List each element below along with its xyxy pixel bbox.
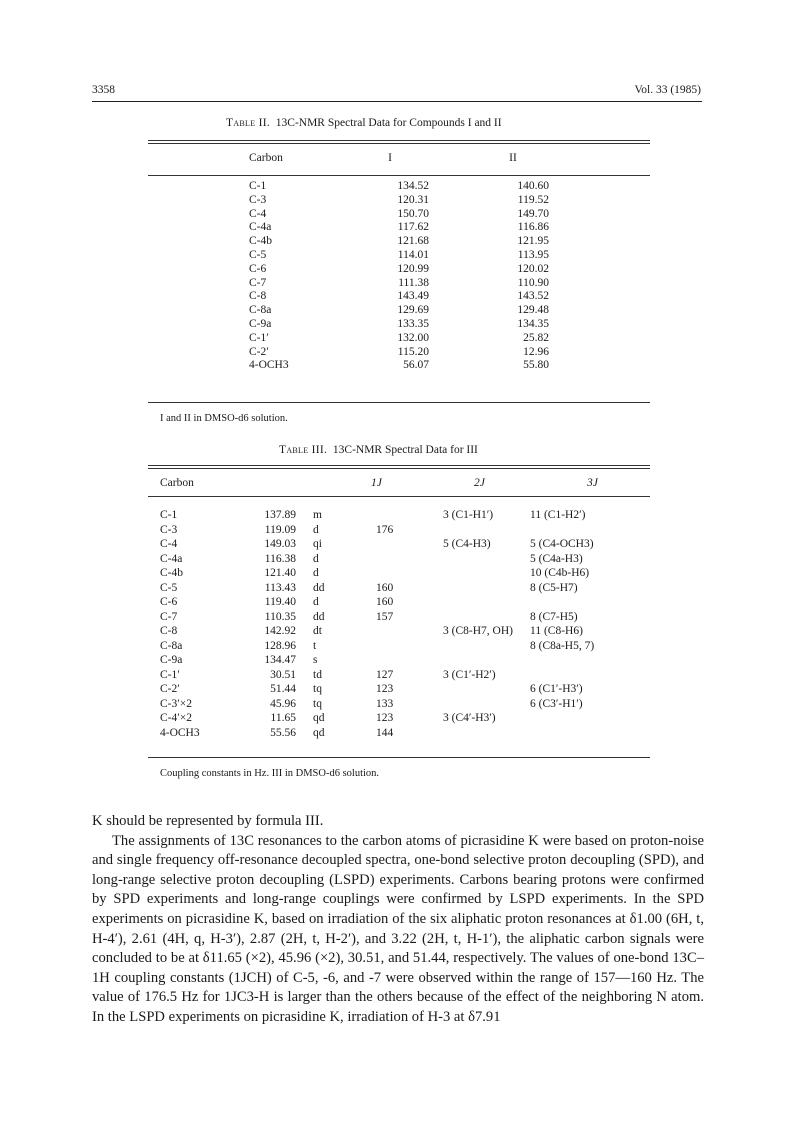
compound-ii-cell: 129.48 bbox=[517, 304, 549, 317]
table2-header-rule bbox=[148, 175, 650, 176]
table2-row bbox=[249, 180, 549, 194]
table2-row bbox=[249, 277, 549, 291]
multiplicity-cell: d bbox=[313, 596, 319, 608]
multiplicity-cell: qd bbox=[313, 726, 325, 739]
multiplicity-cell: dd bbox=[313, 581, 325, 594]
table3-bottom-rule bbox=[148, 757, 650, 758]
multiplicity-cell: m bbox=[313, 509, 322, 521]
compound-i-cell: 129.69 bbox=[397, 304, 429, 317]
table2-bottom-rule bbox=[148, 402, 650, 403]
table3-row bbox=[160, 653, 640, 668]
carbon-cell: 4-OCH3 bbox=[249, 359, 289, 372]
table2-caption-text: 13C-NMR Spectral Data for Compounds I and II bbox=[275, 117, 502, 129]
table2-row bbox=[249, 235, 549, 249]
2j-cell: 3 (C8-H7, OH) bbox=[443, 625, 513, 637]
table2-caption bbox=[226, 117, 502, 129]
shift-cell: 142.92 bbox=[264, 625, 296, 637]
carbon-cell: C-3 bbox=[160, 523, 178, 536]
table3-row bbox=[160, 711, 640, 726]
2j-cell: 3 (C1-H1′) bbox=[443, 509, 494, 521]
shift-cell: 45.96 bbox=[270, 697, 296, 710]
compound-i-cell: 114.01 bbox=[397, 248, 429, 261]
table2-row bbox=[249, 332, 549, 346]
compound-i-cell: 120.31 bbox=[397, 193, 429, 206]
3j-cell: 5 (C4a-H3) bbox=[530, 552, 583, 565]
table3-row bbox=[160, 552, 640, 567]
shift-cell: 51.44 bbox=[270, 683, 296, 695]
carbon-cell: C-8 bbox=[249, 290, 267, 303]
volume-label: Vol. 33 (1985) bbox=[634, 84, 701, 96]
table3-row bbox=[160, 537, 640, 552]
table2-row bbox=[249, 290, 549, 304]
table2-row bbox=[249, 359, 549, 373]
multiplicity-cell: s bbox=[313, 654, 318, 666]
table3-row bbox=[160, 523, 640, 538]
shift-cell: 149.03 bbox=[264, 538, 296, 550]
table2-row bbox=[249, 263, 549, 277]
table2-header-I: I bbox=[388, 152, 392, 164]
multiplicity-cell: tq bbox=[313, 683, 322, 695]
carbon-cell: C-1 bbox=[160, 509, 178, 521]
compound-ii-cell: 113.95 bbox=[517, 248, 549, 261]
carbon-cell: C-7 bbox=[160, 610, 178, 623]
3j-cell: 6 (C1′-H3′) bbox=[530, 683, 583, 695]
body-first-line: K should be represented by formula III. bbox=[92, 813, 324, 829]
1j-cell: 157 bbox=[376, 610, 394, 623]
1j-cell: 144 bbox=[376, 726, 394, 739]
3j-cell: 6 (C3′-H1′) bbox=[530, 697, 583, 710]
shift-cell: 116.38 bbox=[264, 552, 296, 565]
compound-i-cell: 132.00 bbox=[397, 331, 429, 344]
table3-top-rule-2 bbox=[148, 468, 650, 469]
1j-cell: 133 bbox=[376, 697, 394, 710]
carbon-cell: C-6 bbox=[160, 596, 178, 608]
carbon-cell: C-8 bbox=[160, 625, 178, 637]
1j-cell: 160 bbox=[376, 581, 394, 594]
3j-cell: 10 (C4b-H6) bbox=[530, 567, 590, 579]
table2-row bbox=[249, 194, 549, 208]
table3-row bbox=[160, 581, 640, 596]
compound-ii-cell: 121.95 bbox=[517, 235, 549, 248]
table3-body bbox=[160, 508, 640, 740]
multiplicity-cell: t bbox=[313, 639, 317, 652]
multiplicity-cell: dd bbox=[313, 610, 325, 623]
table2-row bbox=[249, 249, 549, 263]
compound-ii-cell: 12.96 bbox=[523, 345, 549, 358]
carbon-cell: C-9a bbox=[160, 654, 183, 666]
table3-row bbox=[160, 566, 640, 581]
table2-top-rule bbox=[148, 140, 650, 141]
table3-row bbox=[160, 610, 640, 625]
table3-caption bbox=[279, 444, 478, 456]
shift-cell: 30.51 bbox=[270, 668, 296, 681]
table2-row bbox=[249, 346, 549, 360]
table3-header-1j: 1J bbox=[371, 477, 382, 489]
compound-ii-cell: 140.60 bbox=[517, 180, 549, 192]
compound-i-cell: 117.62 bbox=[397, 221, 429, 234]
body-paragraph: The assignments of 13C resonances to the carbon atoms of picrasidine K were based on proton-noise and single frequency off-resonance decoupled spectra, one-bond selective proton decoupling (SPD), and long-range selective proton decoupling (LSPD) experiments. Carbons bearing protons were confirmed by SPD experiments and long-range couplings were confirmed by LSPD experiments. In the SPD experiments on picrasidine K, based on irradiation of the six aliphatic proton resonances at δ1.00 (6H, t, H-4′), 2.61 (4H, q, H-3′), 2.87 (2H, t, H-2′), and 3.22 (2H, t, H-1′), the aliphatic carbon signals were concluded to be at δ11.65 (×2), 45.96 (×2), 30.51, and 51.44, respectively. The values of one-bond 13C–1H coupling constants (1JCH) of C-5, -6, and -7 were observed within the range of 157—160 Hz. The value of 176.5 Hz for 1JC3-H is larger than the others because of the effect of the neighboring N atom. In the LSPD experiments on picrasidine K, irradiation of H-3 at δ7.91 bbox=[92, 832, 704, 1025]
shift-cell: 128.96 bbox=[264, 639, 296, 652]
compound-ii-cell: 149.70 bbox=[517, 207, 549, 220]
table3-row bbox=[160, 697, 640, 712]
1j-cell: 123 bbox=[376, 683, 394, 695]
table2-label: Table II. bbox=[226, 117, 271, 129]
compound-i-cell: 133.35 bbox=[397, 317, 429, 330]
table2-header-II: II bbox=[509, 152, 517, 164]
compound-ii-cell: 55.80 bbox=[523, 359, 549, 372]
table3-header-3j: 3J bbox=[587, 477, 598, 489]
carbon-cell: C-7 bbox=[249, 276, 267, 289]
1j-cell: 176 bbox=[376, 523, 394, 536]
carbon-cell: C-1′ bbox=[160, 668, 180, 681]
carbon-cell: C-2′ bbox=[249, 345, 269, 358]
carbon-cell: C-4 bbox=[249, 207, 267, 220]
multiplicity-cell: tq bbox=[313, 697, 322, 710]
carbon-cell: C-3 bbox=[249, 193, 267, 206]
header-rule bbox=[92, 101, 702, 102]
table2-body bbox=[249, 180, 549, 373]
carbon-cell: C-1′ bbox=[249, 331, 269, 344]
compound-ii-cell: 116.86 bbox=[517, 221, 549, 234]
table2-note: I and II in DMSO-d6 solution. bbox=[160, 413, 288, 424]
shift-cell: 121.40 bbox=[264, 567, 296, 579]
compound-ii-cell: 119.52 bbox=[517, 193, 549, 206]
body-text bbox=[92, 812, 704, 1028]
table3-row bbox=[160, 682, 640, 697]
table3-header-carbon: Carbon bbox=[160, 477, 194, 489]
table3-row bbox=[160, 595, 640, 610]
carbon-cell: C-9a bbox=[249, 317, 272, 330]
carbon-cell: 4-OCH3 bbox=[160, 726, 200, 739]
table3-row bbox=[160, 624, 640, 639]
compound-ii-cell: 143.52 bbox=[517, 290, 549, 303]
carbon-cell: C-4 bbox=[160, 538, 178, 550]
1j-cell: 123 bbox=[376, 712, 394, 724]
shift-cell: 119.09 bbox=[264, 523, 296, 536]
carbon-cell: C-4a bbox=[249, 221, 272, 234]
table2-row bbox=[249, 221, 549, 235]
compound-i-cell: 134.52 bbox=[397, 180, 429, 192]
compound-i-cell: 115.20 bbox=[397, 345, 429, 358]
compound-ii-cell: 120.02 bbox=[517, 262, 549, 275]
carbon-cell: C-5 bbox=[160, 581, 178, 594]
table3-row bbox=[160, 508, 640, 523]
compound-i-cell: 56.07 bbox=[403, 359, 429, 372]
3j-cell: 8 (C8a-H5, 7) bbox=[530, 639, 595, 652]
compound-ii-cell: 25.82 bbox=[523, 331, 549, 344]
1j-cell: 127 bbox=[376, 668, 394, 681]
table3-header-rule bbox=[148, 496, 650, 497]
compound-i-cell: 120.99 bbox=[397, 262, 429, 275]
table2-row bbox=[249, 208, 549, 222]
carbon-cell: C-2′ bbox=[160, 683, 180, 695]
3j-cell: 8 (C7-H5) bbox=[530, 610, 578, 623]
carbon-cell: C-4a bbox=[160, 552, 183, 565]
shift-cell: 113.43 bbox=[264, 581, 296, 594]
3j-cell: 11 (C8-H6) bbox=[530, 625, 583, 637]
multiplicity-cell: dt bbox=[313, 625, 322, 637]
shift-cell: 110.35 bbox=[264, 610, 296, 623]
compound-ii-cell: 110.90 bbox=[517, 276, 549, 289]
table2-header-carbon: Carbon bbox=[249, 152, 283, 164]
carbon-cell: C-8a bbox=[160, 639, 183, 652]
multiplicity-cell: qi bbox=[313, 538, 322, 550]
carbon-cell: C-6 bbox=[249, 262, 267, 275]
table3-header-2j: 2J bbox=[474, 477, 485, 489]
carbon-cell: C-3′×2 bbox=[160, 697, 193, 710]
3j-cell: 11 (C1-H2′) bbox=[530, 509, 586, 521]
carbon-cell: C-5 bbox=[249, 248, 267, 261]
2j-cell: 5 (C4-H3) bbox=[443, 538, 491, 550]
table3-row bbox=[160, 726, 640, 741]
table3-top-rule bbox=[148, 465, 650, 466]
1j-cell: 160 bbox=[376, 596, 394, 608]
compound-i-cell: 111.38 bbox=[398, 276, 429, 289]
page-number: 3358 bbox=[92, 84, 115, 96]
multiplicity-cell: d bbox=[313, 523, 319, 536]
3j-cell: 8 (C5-H7) bbox=[530, 581, 578, 594]
carbon-cell: C-8a bbox=[249, 304, 272, 317]
3j-cell: 5 (C4-OCH3) bbox=[530, 538, 594, 550]
table2-row bbox=[249, 318, 549, 332]
shift-cell: 55.56 bbox=[270, 726, 296, 739]
multiplicity-cell: td bbox=[313, 668, 322, 681]
table3-row bbox=[160, 639, 640, 654]
multiplicity-cell: qd bbox=[313, 712, 325, 724]
carbon-cell: C-1 bbox=[249, 180, 267, 192]
carbon-cell: C-4b bbox=[249, 235, 272, 248]
shift-cell: 137.89 bbox=[264, 509, 296, 521]
compound-i-cell: 150.70 bbox=[397, 207, 429, 220]
shift-cell: 11.65 bbox=[270, 712, 296, 724]
table3-note: Coupling constants in Hz. III in DMSO-d6 solution. bbox=[160, 768, 380, 779]
multiplicity-cell: d bbox=[313, 552, 319, 565]
carbon-cell: C-4b bbox=[160, 567, 183, 579]
2j-cell: 3 (C4′-H3′) bbox=[443, 712, 496, 724]
2j-cell: 3 (C1′-H2′) bbox=[443, 668, 496, 681]
multiplicity-cell: d bbox=[313, 567, 319, 579]
table2-top-rule-2 bbox=[148, 143, 650, 144]
compound-i-cell: 121.68 bbox=[397, 235, 429, 248]
table3-caption-text: 13C-NMR Spectral Data for III bbox=[332, 444, 478, 456]
table3-row bbox=[160, 668, 640, 683]
table3-label: Table III. bbox=[279, 444, 328, 456]
shift-cell: 119.40 bbox=[264, 596, 296, 608]
shift-cell: 134.47 bbox=[264, 654, 296, 666]
compound-ii-cell: 134.35 bbox=[517, 317, 549, 330]
carbon-cell: C-4′×2 bbox=[160, 712, 193, 724]
table2-row bbox=[249, 304, 549, 318]
compound-i-cell: 143.49 bbox=[397, 290, 429, 303]
